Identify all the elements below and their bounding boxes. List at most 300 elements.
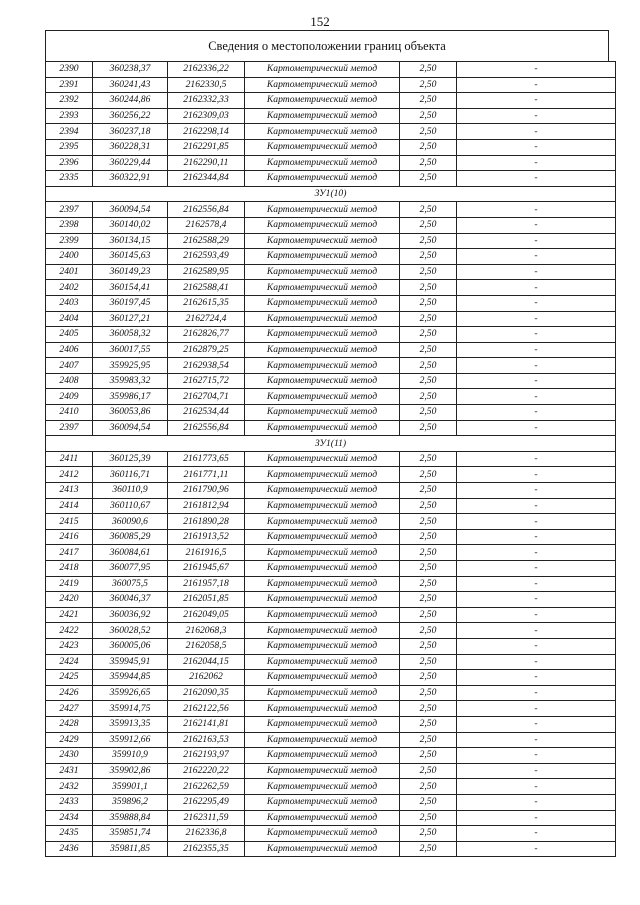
accuracy-cell: 2,50 — [400, 576, 457, 592]
point-number-cell: 2408 — [46, 373, 93, 389]
point-number-cell: 2394 — [46, 124, 93, 140]
y-coordinate-cell: 2161790,96 — [168, 483, 245, 499]
x-coordinate-cell: 359902,86 — [93, 763, 168, 779]
accuracy-cell: 2,50 — [400, 701, 457, 717]
note-cell: - — [457, 467, 616, 483]
point-number-cell: 2401 — [46, 264, 93, 280]
note-cell: - — [457, 217, 616, 233]
table-row — [46, 233, 616, 249]
accuracy-cell: 2,50 — [400, 327, 457, 343]
accuracy-cell: 2,50 — [400, 311, 457, 327]
accuracy-cell: 2,50 — [400, 763, 457, 779]
method-cell: Картометрический метод — [245, 623, 400, 639]
table-row — [46, 514, 616, 530]
x-coordinate-cell: 360244,86 — [93, 93, 168, 109]
coordinates-table — [45, 61, 616, 857]
table-row — [46, 264, 616, 280]
point-number-cell: 2416 — [46, 529, 93, 545]
method-cell: Картометрический метод — [245, 483, 400, 499]
accuracy-cell: 2,50 — [400, 685, 457, 701]
method-cell: Картометрический метод — [245, 233, 400, 249]
table-row — [46, 607, 616, 623]
note-cell: - — [457, 62, 616, 78]
method-cell: Картометрический метод — [245, 638, 400, 654]
accuracy-cell: 2,50 — [400, 93, 457, 109]
table-row — [46, 685, 616, 701]
point-number-cell: 2436 — [46, 841, 93, 857]
y-coordinate-cell: 2162330,5 — [168, 77, 245, 93]
point-number-cell: 2400 — [46, 249, 93, 265]
note-cell: - — [457, 171, 616, 187]
note-cell: - — [457, 155, 616, 171]
point-number-cell: 2420 — [46, 592, 93, 608]
point-number-cell: 2392 — [46, 93, 93, 109]
accuracy-cell: 2,50 — [400, 405, 457, 421]
accuracy-cell: 2,50 — [400, 654, 457, 670]
method-cell: Картометрический метод — [245, 124, 400, 140]
table-row — [46, 841, 616, 857]
point-number-cell: 2433 — [46, 794, 93, 810]
note-cell: - — [457, 779, 616, 795]
accuracy-cell: 2,50 — [400, 139, 457, 155]
accuracy-cell: 2,50 — [400, 420, 457, 436]
method-cell: Картометрический метод — [245, 264, 400, 280]
y-coordinate-cell: 2161890,28 — [168, 514, 245, 530]
x-coordinate-cell: 359944,85 — [93, 670, 168, 686]
y-coordinate-cell: 2162049,05 — [168, 607, 245, 623]
x-coordinate-cell: 360116,71 — [93, 467, 168, 483]
method-cell: Картометрический метод — [245, 202, 400, 218]
accuracy-cell: 2,50 — [400, 483, 457, 499]
x-coordinate-cell: 360238,37 — [93, 62, 168, 78]
table-row — [46, 155, 616, 171]
accuracy-cell: 2,50 — [400, 716, 457, 732]
method-cell: Картометрический метод — [245, 171, 400, 187]
note-cell: - — [457, 545, 616, 561]
table-row — [46, 77, 616, 93]
x-coordinate-cell: 360110,67 — [93, 498, 168, 514]
point-number-cell: 2403 — [46, 295, 93, 311]
x-coordinate-cell: 360140,02 — [93, 217, 168, 233]
table-row — [46, 810, 616, 826]
x-coordinate-cell: 360036,92 — [93, 607, 168, 623]
table-row — [46, 732, 616, 748]
point-number-cell: 2419 — [46, 576, 93, 592]
point-number-cell: 2405 — [46, 327, 93, 343]
note-cell: - — [457, 264, 616, 280]
table-row — [46, 716, 616, 732]
point-number-cell: 2409 — [46, 389, 93, 405]
point-number-cell: 2428 — [46, 716, 93, 732]
x-coordinate-cell: 359888,84 — [93, 810, 168, 826]
table-row — [46, 763, 616, 779]
point-number-cell: 2418 — [46, 561, 93, 577]
accuracy-cell: 2,50 — [400, 498, 457, 514]
note-cell: - — [457, 483, 616, 499]
note-cell: - — [457, 108, 616, 124]
x-coordinate-cell: 360127,21 — [93, 311, 168, 327]
table-row — [46, 373, 616, 389]
x-coordinate-cell: 360241,43 — [93, 77, 168, 93]
note-cell: - — [457, 280, 616, 296]
x-coordinate-cell: 360149,23 — [93, 264, 168, 280]
table-row — [46, 139, 616, 155]
accuracy-cell: 2,50 — [400, 389, 457, 405]
method-cell: Картометрический метод — [245, 327, 400, 343]
table-row — [46, 108, 616, 124]
table-row — [46, 93, 616, 109]
y-coordinate-cell: 2162589,95 — [168, 264, 245, 280]
method-cell: Картометрический метод — [245, 295, 400, 311]
accuracy-cell: 2,50 — [400, 810, 457, 826]
table-row — [46, 670, 616, 686]
accuracy-cell: 2,50 — [400, 155, 457, 171]
accuracy-cell: 2,50 — [400, 295, 457, 311]
x-coordinate-cell: 360046,37 — [93, 592, 168, 608]
accuracy-cell: 2,50 — [400, 171, 457, 187]
accuracy-cell: 2,50 — [400, 373, 457, 389]
y-coordinate-cell: 2162938,54 — [168, 358, 245, 374]
method-cell: Картометрический метод — [245, 841, 400, 857]
method-cell: Картометрический метод — [245, 779, 400, 795]
point-number-cell: 2421 — [46, 607, 93, 623]
method-cell: Картометрический метод — [245, 93, 400, 109]
note-cell: - — [457, 451, 616, 467]
method-cell: Картометрический метод — [245, 607, 400, 623]
method-cell: Картометрический метод — [245, 467, 400, 483]
method-cell: Картометрический метод — [245, 685, 400, 701]
accuracy-cell: 2,50 — [400, 841, 457, 857]
x-coordinate-cell: 360094,54 — [93, 420, 168, 436]
accuracy-cell: 2,50 — [400, 607, 457, 623]
x-coordinate-cell: 360256,22 — [93, 108, 168, 124]
method-cell: Картометрический метод — [245, 405, 400, 421]
point-number-cell: 2411 — [46, 451, 93, 467]
accuracy-cell: 2,50 — [400, 342, 457, 358]
table-row — [46, 654, 616, 670]
method-cell: Картометрический метод — [245, 108, 400, 124]
table-row — [46, 405, 616, 421]
point-number-cell: 2423 — [46, 638, 93, 654]
x-coordinate-cell: 360145,63 — [93, 249, 168, 265]
accuracy-cell: 2,50 — [400, 748, 457, 764]
note-cell: - — [457, 638, 616, 654]
section-label: ЗУ1(10) — [46, 186, 616, 202]
note-cell: - — [457, 93, 616, 109]
accuracy-cell: 2,50 — [400, 670, 457, 686]
y-coordinate-cell: 2162262,59 — [168, 779, 245, 795]
point-number-cell: 2398 — [46, 217, 93, 233]
x-coordinate-cell: 360228,31 — [93, 139, 168, 155]
method-cell: Картометрический метод — [245, 810, 400, 826]
y-coordinate-cell: 2162336,22 — [168, 62, 245, 78]
x-coordinate-cell: 360084,61 — [93, 545, 168, 561]
note-cell: - — [457, 763, 616, 779]
accuracy-cell: 2,50 — [400, 561, 457, 577]
accuracy-cell: 2,50 — [400, 62, 457, 78]
accuracy-cell: 2,50 — [400, 280, 457, 296]
y-coordinate-cell: 2162704,71 — [168, 389, 245, 405]
note-cell: - — [457, 233, 616, 249]
method-cell: Картометрический метод — [245, 576, 400, 592]
point-number-cell: 2397 — [46, 420, 93, 436]
point-number-cell: 2415 — [46, 514, 93, 530]
note-cell: - — [457, 794, 616, 810]
method-cell: Картометрический метод — [245, 748, 400, 764]
y-coordinate-cell: 2162044,15 — [168, 654, 245, 670]
table-row — [46, 280, 616, 296]
point-number-cell: 2432 — [46, 779, 93, 795]
table-row — [46, 826, 616, 842]
x-coordinate-cell: 360094,54 — [93, 202, 168, 218]
point-number-cell: 2396 — [46, 155, 93, 171]
y-coordinate-cell: 2161945,67 — [168, 561, 245, 577]
accuracy-cell: 2,50 — [400, 623, 457, 639]
accuracy-cell: 2,50 — [400, 233, 457, 249]
accuracy-cell: 2,50 — [400, 124, 457, 140]
method-cell: Картометрический метод — [245, 670, 400, 686]
y-coordinate-cell: 2162163,53 — [168, 732, 245, 748]
point-number-cell: 2390 — [46, 62, 93, 78]
table-row — [46, 420, 616, 436]
accuracy-cell: 2,50 — [400, 794, 457, 810]
point-number-cell: 2407 — [46, 358, 93, 374]
point-number-cell: 2431 — [46, 763, 93, 779]
x-coordinate-cell: 360090,6 — [93, 514, 168, 530]
method-cell: Картометрический метод — [245, 545, 400, 561]
y-coordinate-cell: 2162051,85 — [168, 592, 245, 608]
point-number-cell: 2391 — [46, 77, 93, 93]
x-coordinate-cell: 360077,95 — [93, 561, 168, 577]
y-coordinate-cell: 2162556,84 — [168, 420, 245, 436]
y-coordinate-cell: 2162122,56 — [168, 701, 245, 717]
point-number-cell: 2395 — [46, 139, 93, 155]
note-cell: - — [457, 623, 616, 639]
note-cell: - — [457, 670, 616, 686]
point-number-cell: 2335 — [46, 171, 93, 187]
section-row — [46, 436, 616, 452]
x-coordinate-cell: 359910,9 — [93, 748, 168, 764]
method-cell: Картометрический метод — [245, 77, 400, 93]
method-cell: Картометрический метод — [245, 280, 400, 296]
accuracy-cell: 2,50 — [400, 545, 457, 561]
table-row — [46, 62, 616, 78]
table-row — [46, 561, 616, 577]
x-coordinate-cell: 359926,65 — [93, 685, 168, 701]
y-coordinate-cell: 2162141,81 — [168, 716, 245, 732]
x-coordinate-cell: 359945,91 — [93, 654, 168, 670]
y-coordinate-cell: 2162715,72 — [168, 373, 245, 389]
point-number-cell: 2434 — [46, 810, 93, 826]
y-coordinate-cell: 2162062 — [168, 670, 245, 686]
point-number-cell: 2402 — [46, 280, 93, 296]
x-coordinate-cell: 360110,9 — [93, 483, 168, 499]
method-cell: Картометрический метод — [245, 373, 400, 389]
y-coordinate-cell: 2162311,59 — [168, 810, 245, 826]
y-coordinate-cell: 2161773,65 — [168, 451, 245, 467]
x-coordinate-cell: 360005,06 — [93, 638, 168, 654]
y-coordinate-cell: 2162298,14 — [168, 124, 245, 140]
method-cell: Картометрический метод — [245, 826, 400, 842]
y-coordinate-cell: 2162058,5 — [168, 638, 245, 654]
accuracy-cell: 2,50 — [400, 451, 457, 467]
coordinates-table-body — [46, 62, 616, 857]
y-coordinate-cell: 2161913,52 — [168, 529, 245, 545]
point-number-cell: 2427 — [46, 701, 93, 717]
table-row — [46, 545, 616, 561]
point-number-cell: 2406 — [46, 342, 93, 358]
note-cell: - — [457, 607, 616, 623]
table-row — [46, 638, 616, 654]
x-coordinate-cell: 360229,44 — [93, 155, 168, 171]
method-cell: Картометрический метод — [245, 561, 400, 577]
accuracy-cell: 2,50 — [400, 249, 457, 265]
y-coordinate-cell: 2162336,8 — [168, 826, 245, 842]
y-coordinate-cell: 2162724,4 — [168, 311, 245, 327]
table-row — [46, 794, 616, 810]
method-cell: Картометрический метод — [245, 794, 400, 810]
x-coordinate-cell: 359901,1 — [93, 779, 168, 795]
point-number-cell: 2417 — [46, 545, 93, 561]
accuracy-cell: 2,50 — [400, 77, 457, 93]
note-cell: - — [457, 826, 616, 842]
accuracy-cell: 2,50 — [400, 108, 457, 124]
x-coordinate-cell: 360085,29 — [93, 529, 168, 545]
note-cell: - — [457, 358, 616, 374]
method-cell: Картометрический метод — [245, 311, 400, 327]
x-coordinate-cell: 360053,86 — [93, 405, 168, 421]
table-row — [46, 483, 616, 499]
point-number-cell: 2422 — [46, 623, 93, 639]
method-cell: Картометрический метод — [245, 716, 400, 732]
point-number-cell: 2413 — [46, 483, 93, 499]
y-coordinate-cell: 2162295,49 — [168, 794, 245, 810]
accuracy-cell: 2,50 — [400, 358, 457, 374]
note-cell: - — [457, 373, 616, 389]
method-cell: Картометрический метод — [245, 763, 400, 779]
note-cell: - — [457, 389, 616, 405]
method-cell: Картометрический метод — [245, 139, 400, 155]
note-cell: - — [457, 716, 616, 732]
x-coordinate-cell: 360125,39 — [93, 451, 168, 467]
table-row — [46, 779, 616, 795]
note-cell: - — [457, 139, 616, 155]
note-cell: - — [457, 202, 616, 218]
x-coordinate-cell: 359912,66 — [93, 732, 168, 748]
method-cell: Картометрический метод — [245, 654, 400, 670]
table-row — [46, 171, 616, 187]
table-row — [46, 592, 616, 608]
y-coordinate-cell: 2162588,29 — [168, 233, 245, 249]
method-cell: Картометрический метод — [245, 514, 400, 530]
table-row — [46, 202, 616, 218]
method-cell: Картометрический метод — [245, 342, 400, 358]
y-coordinate-cell: 2162068,3 — [168, 623, 245, 639]
method-cell: Картометрический метод — [245, 249, 400, 265]
table-title: Сведения о местоположении границ объекта — [45, 30, 609, 61]
method-cell: Картометрический метод — [245, 498, 400, 514]
table-row — [46, 389, 616, 405]
y-coordinate-cell: 2162355,35 — [168, 841, 245, 857]
x-coordinate-cell: 359986,17 — [93, 389, 168, 405]
y-coordinate-cell: 2162309,03 — [168, 108, 245, 124]
method-cell: Картометрический метод — [245, 420, 400, 436]
y-coordinate-cell: 2162534,44 — [168, 405, 245, 421]
note-cell: - — [457, 342, 616, 358]
x-coordinate-cell: 360322,91 — [93, 171, 168, 187]
method-cell: Картометрический метод — [245, 451, 400, 467]
note-cell: - — [457, 748, 616, 764]
note-cell: - — [457, 685, 616, 701]
note-cell: - — [457, 420, 616, 436]
table-row — [46, 498, 616, 514]
method-cell: Картометрический метод — [245, 155, 400, 171]
note-cell: - — [457, 514, 616, 530]
note-cell: - — [457, 77, 616, 93]
note-cell: - — [457, 529, 616, 545]
note-cell: - — [457, 124, 616, 140]
note-cell: - — [457, 810, 616, 826]
x-coordinate-cell: 359851,74 — [93, 826, 168, 842]
x-coordinate-cell: 360154,41 — [93, 280, 168, 296]
point-number-cell: 2410 — [46, 405, 93, 421]
accuracy-cell: 2,50 — [400, 779, 457, 795]
y-coordinate-cell: 2162556,84 — [168, 202, 245, 218]
y-coordinate-cell: 2162344,84 — [168, 171, 245, 187]
point-number-cell: 2404 — [46, 311, 93, 327]
accuracy-cell: 2,50 — [400, 514, 457, 530]
y-coordinate-cell: 2162090,35 — [168, 685, 245, 701]
point-number-cell: 2425 — [46, 670, 93, 686]
y-coordinate-cell: 2162615,35 — [168, 295, 245, 311]
accuracy-cell: 2,50 — [400, 467, 457, 483]
y-coordinate-cell: 2162826,77 — [168, 327, 245, 343]
method-cell: Картометрический метод — [245, 529, 400, 545]
section-label: ЗУ1(11) — [46, 436, 616, 452]
note-cell: - — [457, 701, 616, 717]
x-coordinate-cell: 360075,5 — [93, 576, 168, 592]
table-row — [46, 311, 616, 327]
page-number: 152 — [310, 14, 330, 29]
accuracy-cell: 2,50 — [400, 217, 457, 233]
y-coordinate-cell: 2161957,18 — [168, 576, 245, 592]
point-number-cell: 2435 — [46, 826, 93, 842]
table-row — [46, 701, 616, 717]
x-coordinate-cell: 360134,15 — [93, 233, 168, 249]
point-number-cell: 2393 — [46, 108, 93, 124]
note-cell: - — [457, 576, 616, 592]
note-cell: - — [457, 249, 616, 265]
accuracy-cell: 2,50 — [400, 638, 457, 654]
method-cell: Картометрический метод — [245, 701, 400, 717]
table-row — [46, 249, 616, 265]
accuracy-cell: 2,50 — [400, 529, 457, 545]
method-cell: Картометрический метод — [245, 358, 400, 374]
point-number-cell: 2426 — [46, 685, 93, 701]
y-coordinate-cell: 2162332,33 — [168, 93, 245, 109]
table-row — [46, 342, 616, 358]
y-coordinate-cell: 2162290,11 — [168, 155, 245, 171]
section-row — [46, 186, 616, 202]
method-cell: Картометрический метод — [245, 389, 400, 405]
x-coordinate-cell: 359983,32 — [93, 373, 168, 389]
note-cell: - — [457, 311, 616, 327]
accuracy-cell: 2,50 — [400, 264, 457, 280]
table-row — [46, 748, 616, 764]
note-cell: - — [457, 327, 616, 343]
x-coordinate-cell: 359925,95 — [93, 358, 168, 374]
table-row — [46, 327, 616, 343]
